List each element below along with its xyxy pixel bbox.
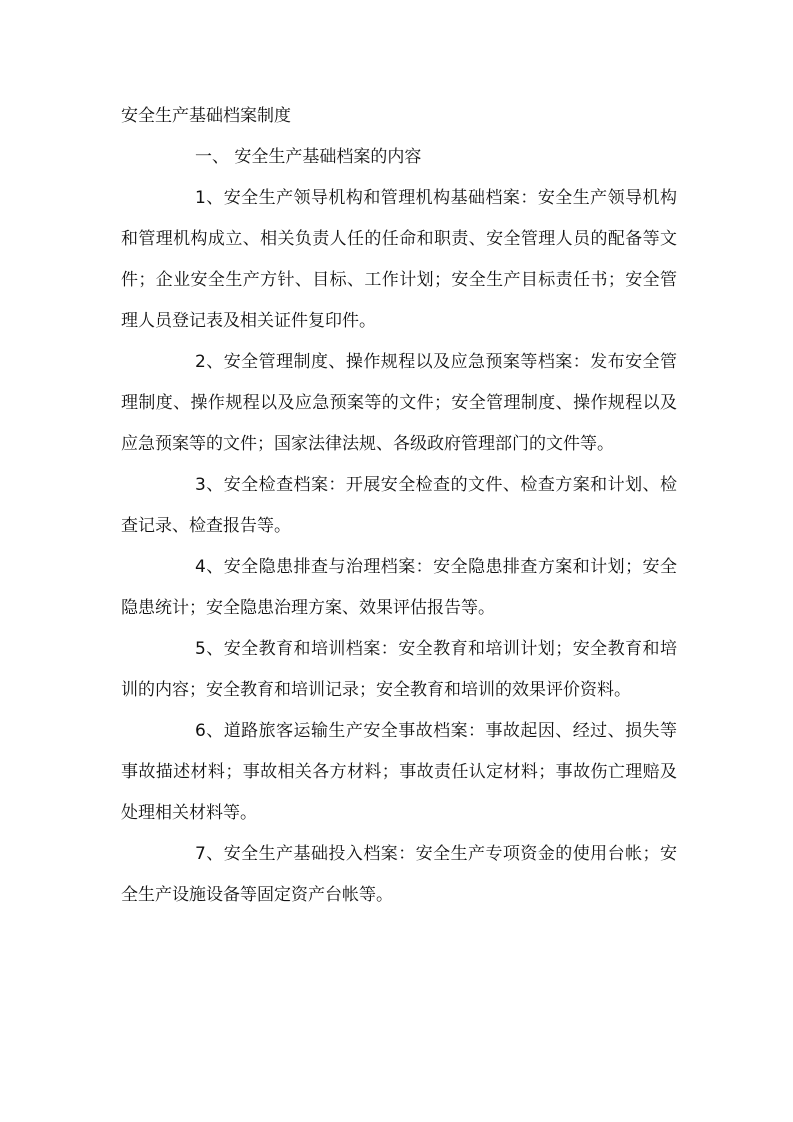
- paragraph-2: 2、安全管理制度、操作规程以及应急预案等档案：发布安全管理制度、操作规程以及应急预案等的文件；安全管理制度、操作规程以及应急预案等的文件；国家法律法规、各级政府管理部门的文件等。: [121, 352, 677, 454]
- document-body: [121, 96, 677, 916]
- paragraph-1: 1、安全生产领导机构和管理机构基础档案：安全生产领导机构和管理机构成立、相关负责人任的任命和职责、安全管理人员的配备等文件；企业安全生产方针、目标、工作计划；安全生产目标责任书；安全管理人员登记表及相关证件复印件。: [121, 188, 677, 331]
- paragraph-7: 7、安全生产基础投入档案：安全生产专项资金的使用台帐；安全生产设施设备等固定资产台帐等。: [121, 844, 677, 905]
- section-heading: 一、 安全生产基础档案的内容: [195, 147, 422, 167]
- paragraph-6: 6、道路旅客运输生产安全事故档案：事故起因、经过、损失等事故描述材料；事故相关各方材料；事故责任认定材料；事故伤亡理赔及处理相关材料等。: [121, 721, 677, 823]
- document-title: 安全生产基础档案制度: [121, 106, 291, 126]
- paragraph-5: 5、安全教育和培训档案：安全教育和培训计划；安全教育和培训的内容；安全教育和培训记录；安全教育和培训的效果评价资料。: [121, 639, 677, 700]
- paragraph-3: 3、安全检查档案：开展安全检查的文件、检查方案和计划、检查记录、检查报告等。: [121, 475, 677, 536]
- paragraph-4: 4、安全隐患排查与治理档案：安全隐患排查方案和计划；安全隐患统计；安全隐患治理方案、效果评估报告等。: [121, 557, 677, 618]
